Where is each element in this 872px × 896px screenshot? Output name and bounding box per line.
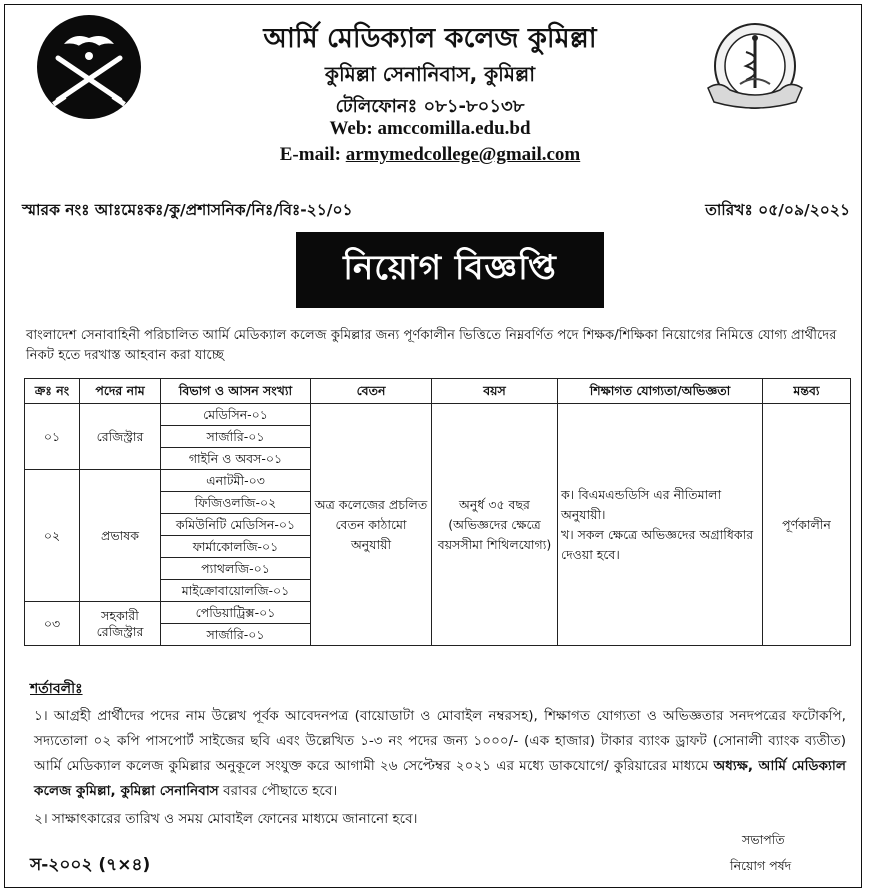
publication-code: স-২০০২ (৭×৪): [30, 855, 151, 875]
college-phone: টেলিফোনঃ ০৮১-৮০১৩৮: [335, 96, 525, 117]
intro-paragraph: বাংলাদেশ সেনাবাহিনী পরিচালিত আর্মি মেডিক্যাল কলেজ কুমিল্লার জন্য পূর্ণকালীন ভিত্তিতে নিম্নবর্ণিত পদে শিক্ষক/শিক্ষিকা নিয়োগের নিমিত্তে যোগ্য প্রার্থীদের নিকট হতে দরখাস্ত আহবান করা যাচ্ছে: [26, 328, 837, 363]
header-qualification: শিক্ষাগত যোগ্যতা/অভিজ্ঞতা: [558, 379, 763, 404]
serial-cell: ০২: [25, 470, 80, 602]
posts-table: [24, 378, 851, 646]
dept-cell: মাইক্রোবায়োলজি-০১: [161, 580, 311, 602]
dept-cell: প্যাথলজি-০১: [161, 558, 311, 580]
dept-cell: মেডিসিন-০১: [161, 404, 311, 426]
condition-item-2: ২। সাক্ষাৎকারের তারিখ ও সময় মোবাইল ফোনের মাধ্যমে জানানো হবে।: [34, 811, 418, 827]
email-label: E-mail:: [279, 144, 346, 165]
header-remark: মন্তব্য: [763, 379, 851, 404]
dept-cell: কমিউনিটি মেডিসিন-০১: [161, 514, 311, 536]
notice-title-banner: নিয়োগ বিজ্ঞপ্তি: [296, 232, 604, 308]
header-age: বয়স: [432, 379, 558, 404]
dept-cell: গাইনি ও অবস-০১: [161, 448, 311, 470]
table-header-row: [25, 379, 851, 404]
condition-1-text: ১। আগ্রহী প্রার্থীদের পদের নাম উল্লেখ পূর্বক আবেদনপত্র (বায়োডাটা ও মোবাইল নম্বরসহ), শিক্ষাগত যোগ্যতা ও অভিজ্ঞতার সনদপত্রের ফটোকপি, সদ্যতোলা ০২ কপি পাসপোর্ট সাইজের ছবি এবং উল্লেখিত ১-৩ নং পদের জন্য ১০০০/- (এক হাজার) টাকার ব্যাংক ড্রাফট (সোনালী ব্যাংক ব্যতীত) আর্মি মেডিক্যাল কলেজ কুমিল্লার অনুকূলে সংযুক্ত করে আগামী ২৬ সেপ্টেম্বর ২০২১ এর মধ্যে ডাকযোগে/ কুরিয়ারের মাধ্যমে: [34, 708, 846, 774]
dept-cell: এনাটমী-০৩: [161, 470, 311, 492]
remark-cell: পূর্ণকালীন: [763, 404, 851, 646]
condition-1-end: বরাবর পৌছাতে হবে।: [218, 783, 338, 799]
dept-cell: সার্জারি-০১: [161, 624, 311, 646]
qualification-item-1: ক। বিএমএন্ডডিসি এর নীতিমালা অনুযায়ী।: [561, 486, 722, 522]
dept-cell: ফার্মাকোলজি-০১: [161, 536, 311, 558]
header-post: পদের নাম: [80, 379, 161, 404]
post-cell: সহকারী রেজিস্ট্রার: [80, 602, 161, 646]
dept-cell: ফিজিওলজি-০২: [161, 492, 311, 514]
college-email-line: [150, 144, 710, 166]
college-address: কুমিল্লা সেনানিবাস, কুমিল্লা: [324, 62, 536, 86]
post-cell: রেজিস্ট্রার: [80, 404, 161, 470]
condition-item-1: [34, 704, 846, 804]
army-emblem-logo: [36, 14, 142, 120]
signatory-board: নিয়োগ পর্ষদ: [730, 858, 792, 873]
qualification-cell: [558, 404, 763, 646]
conditions-title: শর্তাবলীঃ: [30, 681, 83, 697]
dept-cell: পেডিয়াট্রিক্স-০১: [161, 602, 311, 624]
table-row: [25, 404, 851, 426]
college-name: আর্মি মেডিক্যাল কলেজ কুমিল্লা: [263, 23, 597, 54]
college-seal-logo: [700, 18, 810, 118]
header-department: বিভাগ ও আসন সংখ্যা: [161, 379, 311, 404]
salary-cell: অত্র কলেজের প্রচলিত বেতন কাঠামো অনুযায়ী: [311, 404, 432, 646]
college-website: Web: amccomilla.edu.bd: [329, 118, 531, 139]
post-cell: প্রভাষক: [80, 470, 161, 602]
signatory-title: সভাপতি: [742, 832, 785, 847]
dept-cell: সার্জারি-০১: [161, 426, 311, 448]
header-salary: বেতন: [311, 379, 432, 404]
notice-date: তারিখঃ ০৫/০৯/২০২১: [705, 201, 850, 219]
serial-cell: ০১: [25, 404, 80, 470]
email-address: armymedcollege@gmail.com: [345, 144, 581, 165]
serial-cell: ০৩: [25, 602, 80, 646]
age-cell: অনুর্ধ ৩৫ বছর (অভিজ্ঞদের ক্ষেত্রে বয়সসীমা শিথিলযোগ্য): [432, 404, 558, 646]
header-serial: ক্রঃ নং: [25, 379, 80, 404]
condition-1-address: অধ্যক্ষ, আর্মি মেডিক্যাল কলেজ কুমিল্লা, কুমিল্লা সেনানিবাস: [34, 758, 846, 799]
memo-number: স্মারক নংঃ আঃমেঃকঃ/কু/প্রশাসনিক/নিঃ/বিঃ-২১/০১: [22, 201, 353, 219]
qualification-item-2: খ। সকল ক্ষেত্রে অভিজ্ঞদের অগ্রাধিকার দেওয়া হবে।: [561, 526, 754, 562]
